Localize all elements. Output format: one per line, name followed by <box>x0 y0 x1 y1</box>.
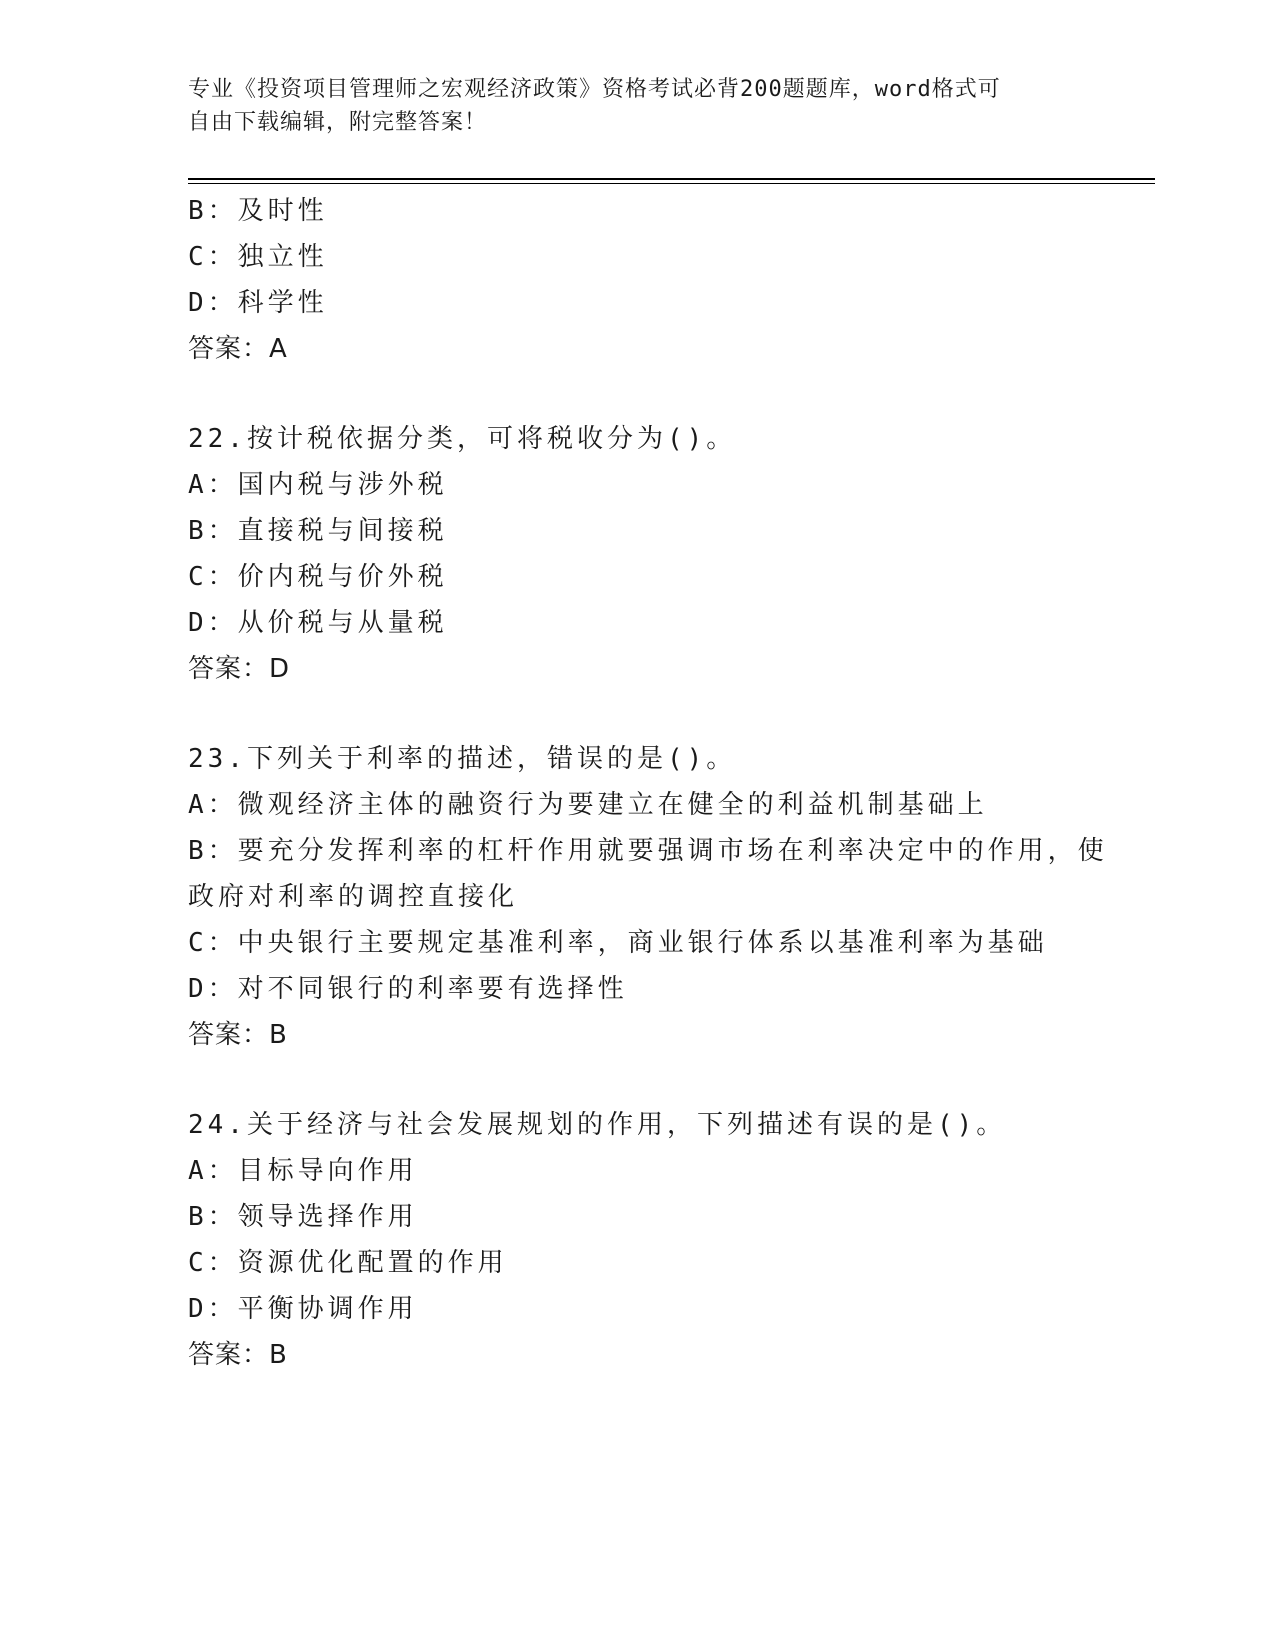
header-divider-thin <box>188 183 1155 184</box>
header-divider-thick <box>188 178 1155 180</box>
question-block-24 <box>188 1102 1088 1378</box>
question-stem: 23.下列关于利率的描述，错误的是()。 <box>188 744 737 774</box>
question-list <box>188 188 1108 1378</box>
question-block-previous <box>188 188 1088 372</box>
spacer <box>188 372 1088 416</box>
option-c: C：独立性 <box>188 242 328 272</box>
answer-line: 答案：D <box>188 654 291 684</box>
option-b-line-1: B：要充分发挥利率的杠杆作用就要强调市场在利率决定中的作用，使 <box>188 836 1108 866</box>
option-d: D：对不同银行的利率要有选择性 <box>188 974 628 1004</box>
option-d: D：从价税与从量税 <box>188 608 448 638</box>
question-block-23 <box>188 736 1108 1058</box>
question-block-22 <box>188 416 1088 692</box>
option-a: A：微观经济主体的融资行为要建立在健全的利益机制基础上 <box>188 790 988 820</box>
option-b: B：直接税与间接税 <box>188 516 448 546</box>
option-c: C：中央银行主要规定基准利率，商业银行体系以基准利率为基础 <box>188 928 1048 958</box>
answer-line: 答案：B <box>188 1340 288 1370</box>
header-line-1: 专业《投资项目管理师之宏观经济政策》资格考试必背200题题库，word格式可 <box>188 77 1001 102</box>
option-b: B：及时性 <box>188 196 328 226</box>
option-b-line-2: 政府对利率的调控直接化 <box>188 882 519 912</box>
header-line-2: 自由下载编辑，附完整答案！ <box>188 110 488 135</box>
option-b: B：领导选择作用 <box>188 1202 418 1232</box>
option-c: C：资源优化配置的作用 <box>188 1248 508 1278</box>
question-stem: 24.关于经济与社会发展规划的作用，下列描述有误的是()。 <box>188 1110 1007 1140</box>
option-c: C：价内税与价外税 <box>188 562 448 592</box>
spacer <box>188 692 1088 736</box>
option-d: D：平衡协调作用 <box>188 1294 418 1324</box>
answer-line: 答案：A <box>188 334 288 364</box>
question-stem: 22.按计税依据分类，可将税收分为()。 <box>188 424 737 454</box>
document-header <box>188 73 1088 139</box>
answer-line: 答案：B <box>188 1020 288 1050</box>
option-d: D：科学性 <box>188 288 328 318</box>
option-a: A：国内税与涉外税 <box>188 470 448 500</box>
spacer <box>188 1058 1088 1102</box>
option-a: A：目标导向作用 <box>188 1156 418 1186</box>
